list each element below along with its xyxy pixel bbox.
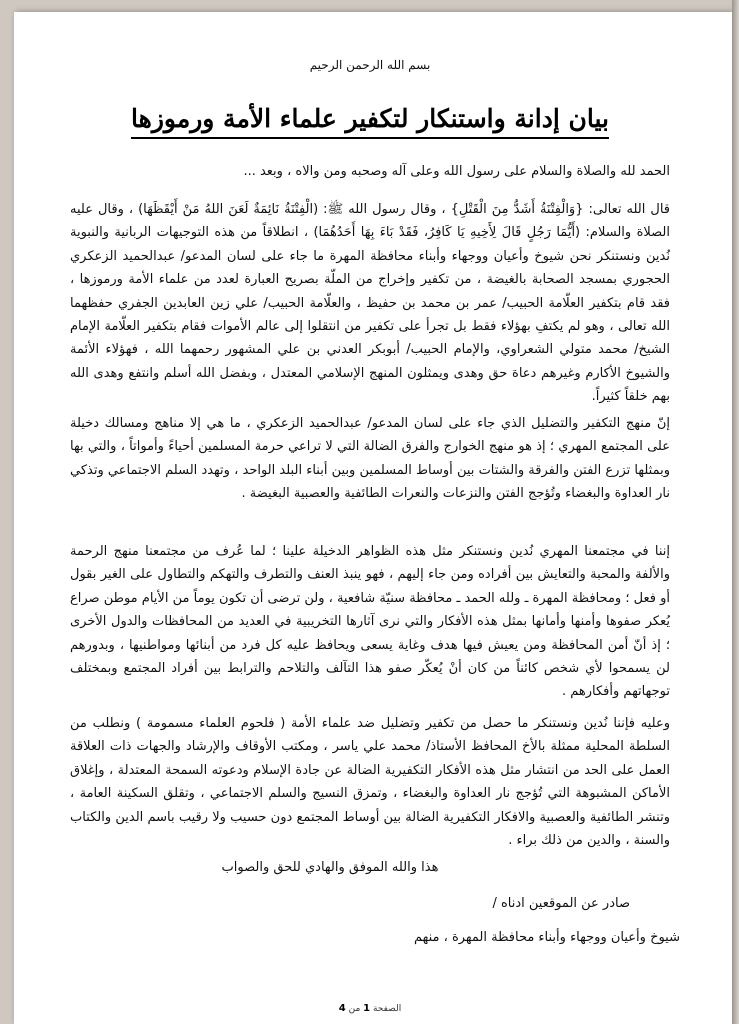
footer-of-label: من	[348, 1004, 361, 1014]
footer-page-number: 1	[363, 1003, 371, 1014]
document-title-text: بيان إدانة واستنكار لتكفير علماء الأمة ورموزها	[131, 104, 609, 139]
closing-line: هذا والله الموفق والهادي للحق والصواب	[221, 860, 439, 875]
footer-total-pages: 4	[338, 1003, 346, 1014]
paragraph-3: إننا في مجتمعنا المهري نُدين ونستنكر مثل هذه الظواهر الدخيلة علينا ؛ لما عُرف من مجتمعنا منهج الرحمة والألفة والمحبة والتعايش بين أفراده ومن جاء إليهم ، فهو ينبذ العنف والتطرف والتهكم والتطاول على الغير بقول أو فعل ؛ ومحافظة المهرة ـ ولله الحمد ـ محافظة سنيّة شافعية ، ولن ترضى أن تكون يوماً من الأيام موطن صراع يُعكر صفوها وأمنها وأمانها بمثل هذه الأفكار والتي نرى آثارها التخريبية في العديد من المحافظات والدول الأخرى ؛ إذ أنّ أمن المحافظة ومن يعيش فيها هدف وغاية يسعى ويحافظ عليه كل فرد من أبنائها ومواطنيها ، وبدورهم لن يسمحوا لأي شخص كائناً من كان أنْ يُعكّر صفو هذا التآلف والتلاحم والترابط بين أفراد المجتمع وبمختلف توجهاتهم وأفكارهم .	[70, 544, 670, 700]
signers-line: شيوخ وأعيان ووجهاء وأبناء محافظة المهرة ، منهم	[413, 930, 680, 945]
paragraph-2: إنّ منهج التكفير والتضليل الذي جاء على لسان المدعو/ عبدالحميد الزعكري ، ما هي إلا مناهج ومسالك دخيلة على المجتمع المهري ؛ إذ هو منهج الخوارج والفرق الضالة التي لا تراعي حرمة المسلمين أحياءً وأمواتاً ، والتي بها وبمثلها تزرع الفتن والفرقة والشتات بين أوساط المسلمين وبين أبناء البلد الواحد ، وتهدد السلم الاجتماعي وتذكي نار العداوة والبغضاء وتُؤجج الفتن والنزعات والنعرات الطائفية والعصبية البغيضة .	[70, 416, 670, 502]
paragraph-1: قال الله تعالى: {وَالْفِتْنَةُ أَشَدُّ مِنَ الْقَتْلِ} ، وقال رسول الله ﷺ: (الْفِتْنَةُ نَائِمَةٌ لَعَنَ اللهُ مَنْ أَيْقَظَهَا) ، وقال عليه الصلاة والسلام: (أَيُّمَا رَجُلٍ قَالَ لِأَخِيهِ يَا كَافِرُ، فَقَدْ بَاءَ بِهَا أَحَدُهُمَا) ، انطلاقاً من هذه التوجيهات الربانية والنبوية نُدين ونستنكر نحن شيوخ وأعيان ووجهاء وأبناء محافظة المهرة ما جاء على لسان المدعو/ عبدالحميد الزعكري الحجوري بمسجد الصحابة بالغيضة ، من تكفير وإخراج من الملّة بصريح العبارة لعدد من علماء الأمة ورموزها ، فقد قام بتكفير العلّامة الحبيب/ عمر بن محمد بن حفيظ ، والعلّامة الحبيب/ علي زين العابدين الجفري حفظهما الله تعالى ، وهو لم يكتفِ بهؤلاء فقط بل تجرأ على تكفير من انتقلوا إلى عالم الأموات فقام بتكفير العلّامة الإمام الشيخ/ محمد متولي الشعراوي، والإمام الحبيب/ أبوبكر العدني بن علي المشهور رحمهما الله ، فهؤلاء الأئمة والشيوخ الأكارم وغيرهم دعاة حق وهدى ويمثلون المنهج الإسلامي المعتدل ، وبفضل الله أسلم وانتفع وهدى الله بهم خلقاً كثيراً.	[70, 202, 670, 405]
footer-page-label: الصفحة	[372, 1004, 402, 1014]
opening-line: الحمد لله والصلاة والسلام على رسول الله وعلى آله وصحبه ومن والاه ، وبعد ...	[243, 164, 670, 179]
page-edge-shadow	[732, 0, 739, 1024]
document-title	[120, 104, 620, 133]
paragraph-4: وعليه فإننا نُدين ونستنكر ما حصل من تكفير وتضليل ضد علماء الأمة ( فلحوم العلماء مسمومة ) ونطلب من السلطة المحلية ممثلة بالأخ المحافظ الأستاذ/ محمد علي ياسر ، ومكتب الأوقاف والإرشاد والجهات ذات العلاقة العمل على الحد من انتشار مثل هذه الأفكار التكفيرية الضالة عن جادة الإسلام ودعوته السمحة المعتدلة ، وإغلاق الأماكن المشبوهة التي تُؤجج نار العداوة والبغضاء ، وتمزق النسيج والسلم الاجتماعي ، وتقلق السكينة العامة ، وتنشر الطائفية والعصبية والافكار التكفيرية الضالة بين أوساط المجتمع دون حسيب ولا رقيب باسم الدين والكتاب والسنة ، والدين من ذلك براء .	[70, 716, 670, 849]
basmala-calligraphy: بسم الله الرحمن الرحيم	[309, 58, 431, 72]
page-footer	[300, 1003, 440, 1014]
issued-by-line: صادر عن الموقعين ادناه /	[492, 896, 630, 911]
